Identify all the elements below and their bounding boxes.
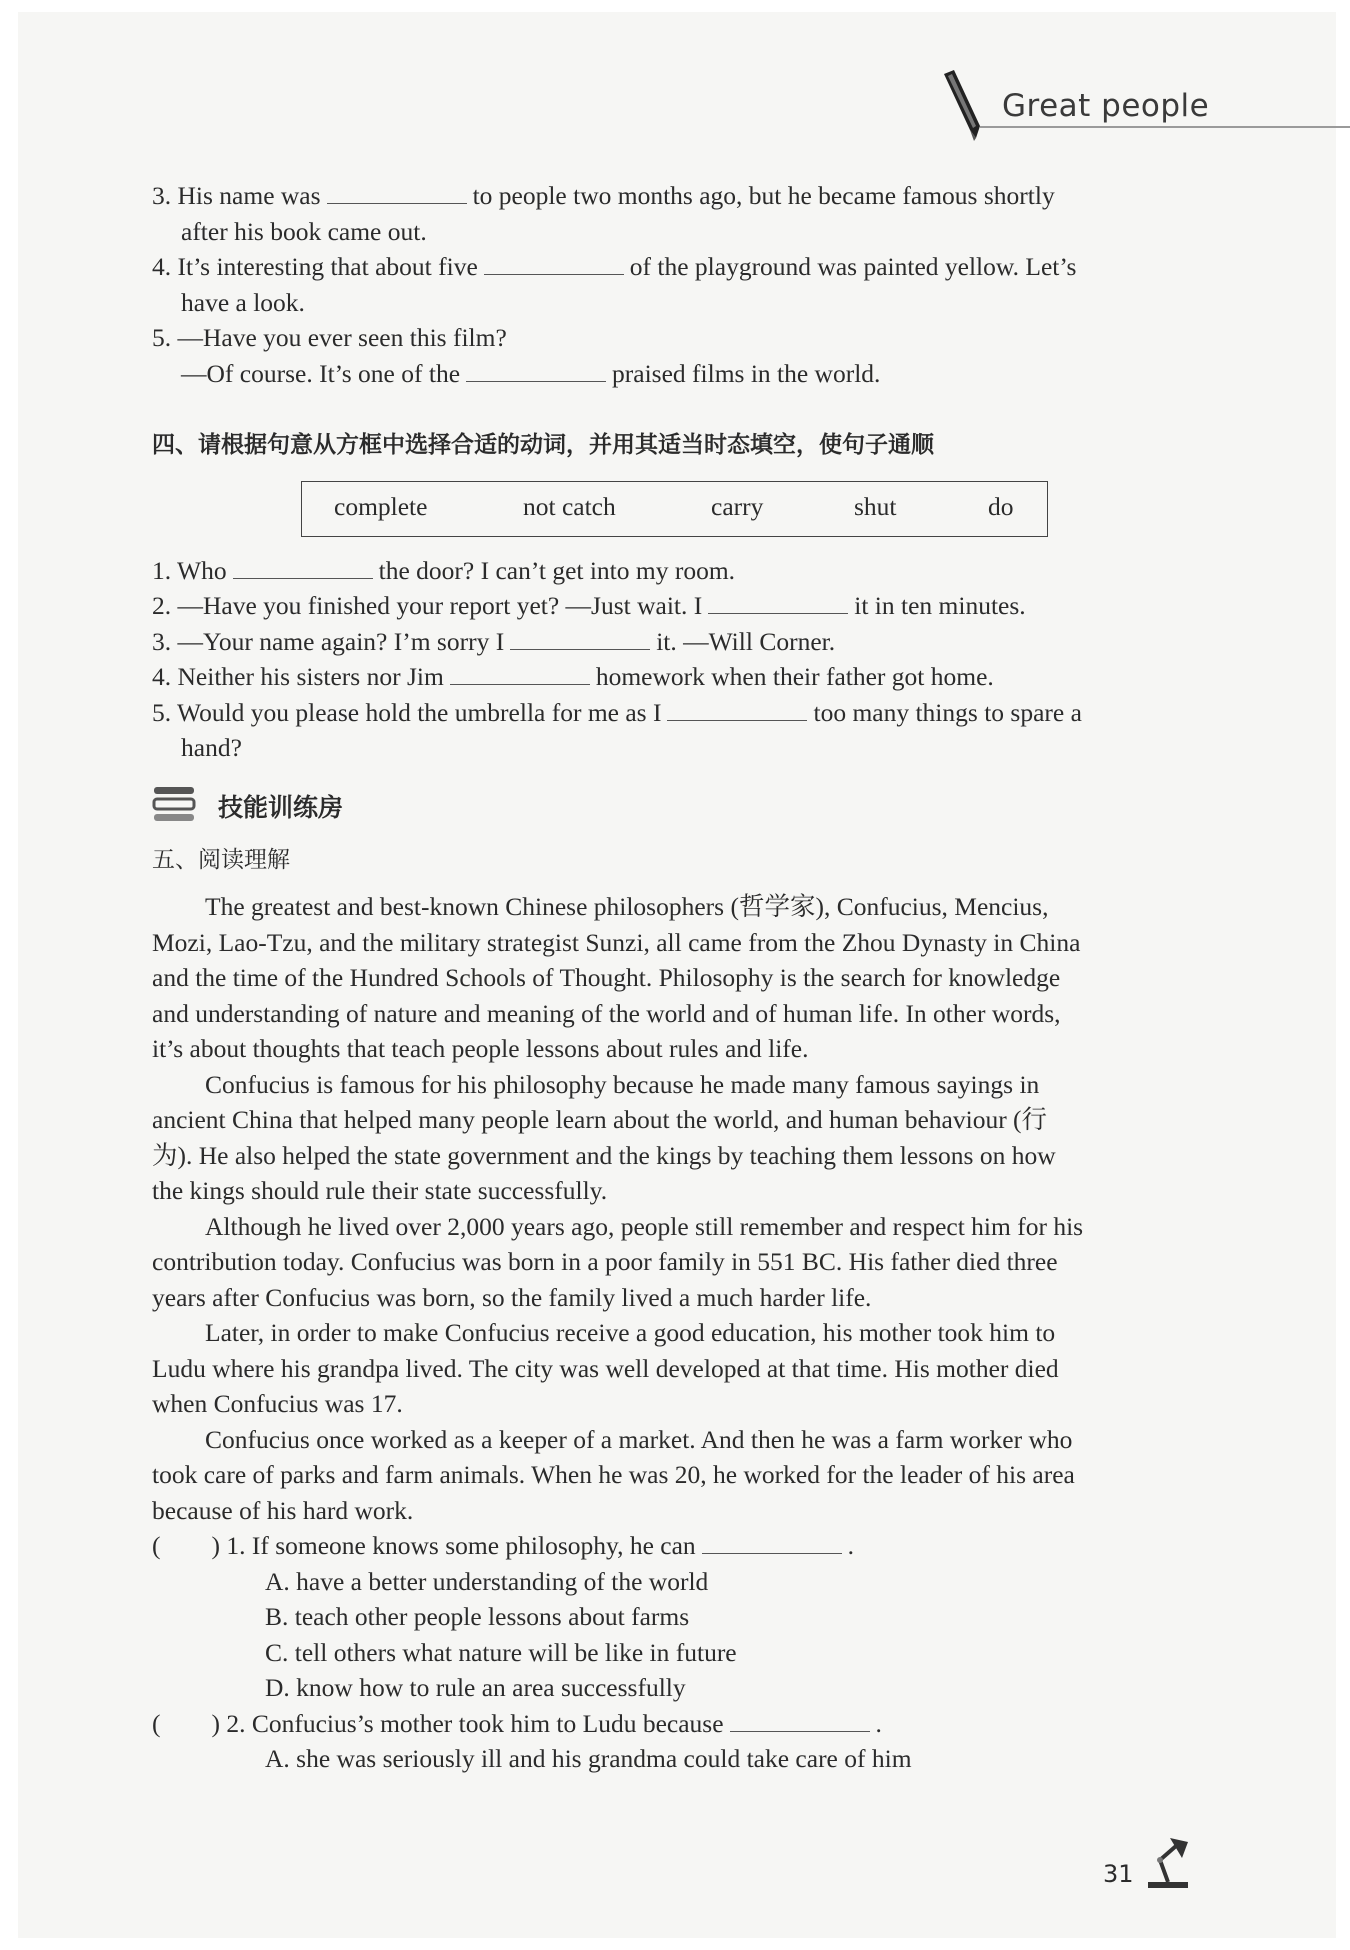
- skills-section-icon: [152, 784, 196, 828]
- s3-q5-reply: —Of course. It’s one of the praised films in the world.: [181, 359, 881, 388]
- header-title: Great people: [1002, 88, 1210, 124]
- reading-heading: 五、阅读理解: [152, 847, 290, 873]
- passage-line: Mozi, Lao-Tzu, and the military strategist Sunzi, all came from the Zhou Dynasty in China: [152, 928, 1081, 957]
- passage-line: Confucius once worked as a keeper of a market. And then he was a farm worker who: [205, 1425, 1073, 1454]
- header-rule: [980, 126, 1350, 128]
- q1-option-b[interactable]: B. teach other people lessons about farms: [265, 1602, 690, 1631]
- answer-paren[interactable]: ( ): [152, 1531, 220, 1560]
- passage-line: it’s about thoughts that teach people lessons about rules and life.: [152, 1034, 809, 1063]
- page-number: 31: [1103, 1860, 1134, 1888]
- word-do: do: [988, 492, 1014, 521]
- question-1: ( ) 1. If someone knows some philosophy, he can .: [152, 1531, 855, 1560]
- s3-q3-cont: after his book came out.: [181, 217, 427, 246]
- passage-line: contribution today. Confucius was born in a poor family in 551 BC. His father died three: [152, 1247, 1058, 1276]
- passage-line: and understanding of nature and meaning of the world and of human life. In other words,: [152, 999, 1061, 1028]
- passage-line: Confucius is famous for his philosophy because he made many famous sayings in: [205, 1070, 1040, 1099]
- pen-icon: [940, 68, 990, 143]
- passage-line: Later, in order to make Confucius receive a good education, his mother took him to: [205, 1318, 1056, 1347]
- word-box: [301, 481, 1048, 537]
- passage-line: 为). He also helped the state government and the kings by teaching them lessons on how: [152, 1141, 1056, 1170]
- passage-line: Ludu where his grandpa lived. The city was well developed at that time. His mother died: [152, 1354, 1059, 1383]
- answer-blank[interactable]: [667, 700, 807, 721]
- q1-option-c[interactable]: C. tell others what nature will be like in future: [265, 1638, 737, 1667]
- question-2: ( ) 2. Confucius’s mother took him to Ludu because .: [152, 1709, 882, 1738]
- passage-line: years after Confucius was born, so the family lived a much harder life.: [152, 1283, 872, 1312]
- s3-q4: 4. It’s interesting that about five of the playground was painted yellow. Let’s: [152, 252, 1077, 281]
- passage-line: the kings should rule their state successfully.: [152, 1176, 608, 1205]
- word-shut: shut: [854, 492, 897, 521]
- answer-blank[interactable]: [708, 593, 848, 614]
- passage-line: ancient China that helped many people learn about the world, and human behaviour (行: [152, 1105, 1048, 1134]
- skills-title: 技能训练房: [218, 793, 344, 822]
- s4-q2: 2. —Have you finished your report yet? —Just wait. I it in ten minutes.: [152, 591, 1026, 620]
- passage-line: and the time of the Hundred Schools of Thought. Philosophy is the search for knowledge: [152, 963, 1061, 992]
- s4-q3: 3. —Your name again? I’m sorry I it. —Will Corner.: [152, 627, 836, 656]
- s4-q5-cont: hand?: [181, 733, 242, 762]
- answer-blank: [730, 1711, 870, 1732]
- answer-blank[interactable]: [233, 558, 373, 579]
- s4-q1: 1. Who the door? I can’t get into my room.: [152, 556, 736, 585]
- q2-option-a[interactable]: A. she was seriously ill and his grandma could take care of him: [265, 1744, 912, 1773]
- word-carry: carry: [711, 492, 764, 521]
- passage-line: The greatest and best-known Chinese philosophers (哲学家), Confucius, Mencius,: [205, 892, 1049, 921]
- s4-q4: 4. Neither his sisters nor Jim homework when their father got home.: [152, 662, 994, 691]
- answer-blank[interactable]: [450, 664, 590, 685]
- answer-blank[interactable]: [327, 183, 467, 204]
- desk-lamp-icon: [1140, 1832, 1200, 1892]
- section4-heading: 四、请根据句意从方框中选择合适的动词，并用其适当时态填空，使句子通顺: [152, 432, 934, 458]
- s3-q4-cont: have a look.: [181, 288, 305, 317]
- q1-option-d[interactable]: D. know how to rule an area successfully: [265, 1673, 686, 1702]
- s3-q5: 5. —Have you ever seen this film?: [152, 323, 507, 352]
- word-complete: complete: [334, 492, 428, 521]
- answer-blank: [702, 1533, 842, 1554]
- answer-blank[interactable]: [484, 254, 624, 275]
- q1-option-a[interactable]: A. have a better understanding of the world: [265, 1567, 709, 1596]
- answer-blank[interactable]: [510, 629, 650, 650]
- s4-q5: 5. Would you please hold the umbrella for me as I too many things to spare a: [152, 698, 1082, 727]
- passage-line: when Confucius was 17.: [152, 1389, 403, 1418]
- word-not-catch: not catch: [523, 492, 616, 521]
- passage-line: because of his hard work.: [152, 1496, 414, 1525]
- passage-line: Although he lived over 2,000 years ago, people still remember and respect him for his: [205, 1212, 1084, 1241]
- passage-line: took care of parks and farm animals. When he was 20, he worked for the leader of his area: [152, 1460, 1075, 1489]
- answer-paren[interactable]: ( ): [152, 1709, 220, 1738]
- answer-blank[interactable]: [466, 361, 606, 382]
- s3-q3: 3. His name was to people two months ago, but he became famous shortly: [152, 181, 1055, 210]
- page-header: [940, 68, 1350, 148]
